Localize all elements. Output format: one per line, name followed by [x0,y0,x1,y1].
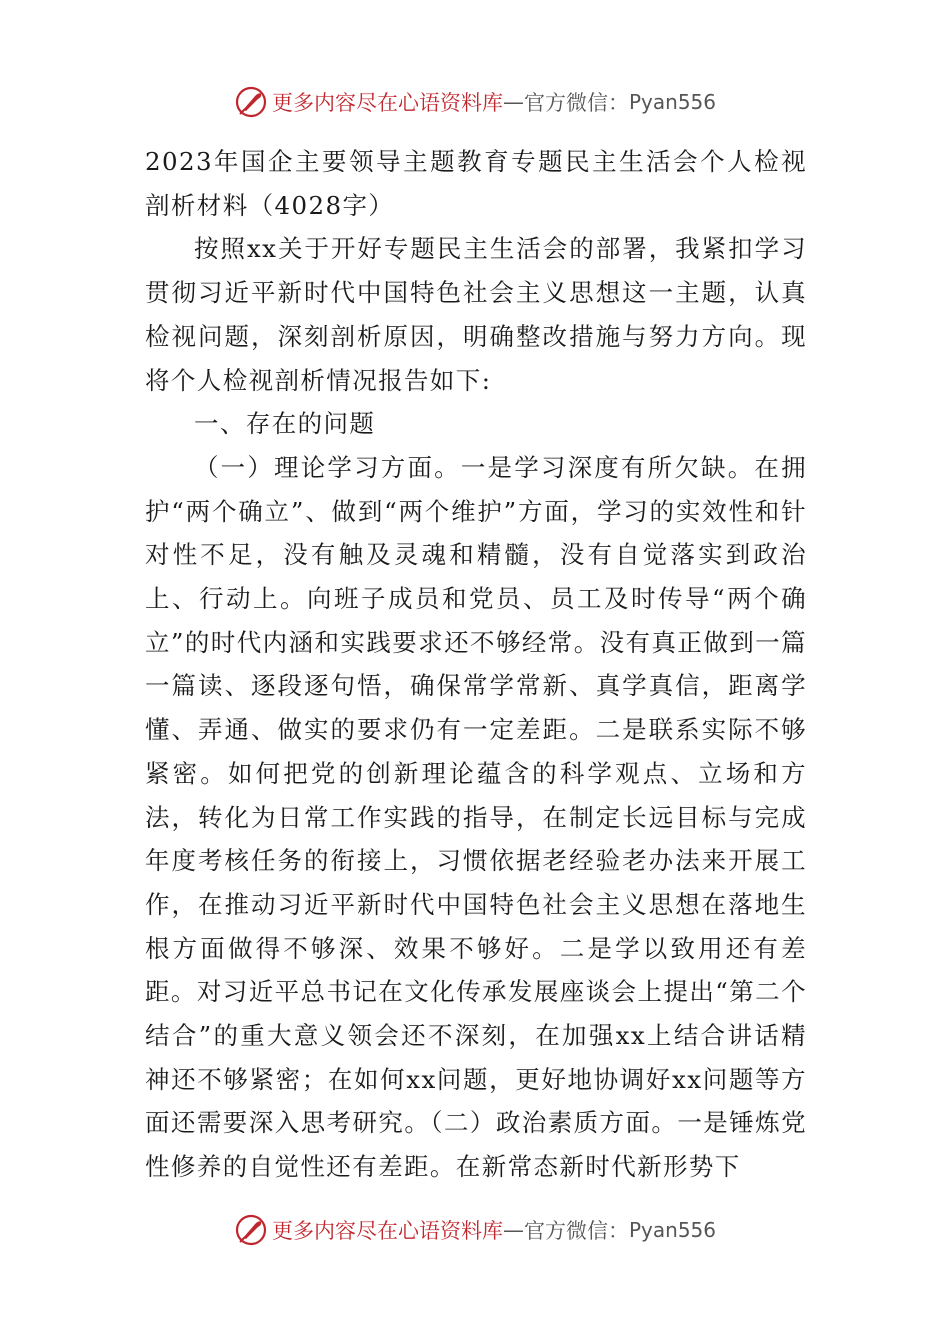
header-banner [0,80,950,124]
brand-text: 更多内容尽在心语资料库 [271,1219,503,1243]
wechat-label: 官方微信： [523,1219,629,1243]
quill-pen-logo-icon [234,85,268,119]
banner-separator: — [502,90,524,114]
brand-text: 更多内容尽在心语资料库 [271,91,503,115]
body-paragraph: （一）理论学习方面。一是学习深度有所欠缺。在拥护“两个确立”、做到“两个维护”方面，学习的实效性和针对性不足，没有触及灵魂和精髓，没有自觉落实到政治上、行动上。向班子成员和党员、员工及时传导“两个确立”的时代内涵和实践要求还不够经常。没有真正做到一篇一篇读、逐段逐句悟，确保常学常新、真学真信，距离学懂、弄通、做实的要求仍有一定差距。二是联系实际不够紧密。如何把党的创新理论蕴含的科学观点、立场和方法，转化为日常工作实践的指导，在制定长远目标与完成年度考核任务的衔接上，习惯依据老经验老办法来开展工作，在推动习近平新时代中国特色社会主义思想在落地生根方面做得不够深、效果不够好。二是学以致用还有差距。对习近平总书记在文化传承发展座谈会上提出“第二个结合”的重大意义领会还不深刻，在加强xx上结合讲话精神还不够紧密；在如何xx问题，更好地协调好xx问题等方面还需要深入思考研究。（二）政治素质方面。一是锤炼党性修养的自觉性还有差距。在新常态新时代新形势下 [145,452,807,1182]
document-title: 2023年国企主要领导主题教育专题民主生活会个人检视剖析材料（4028字） [145,147,807,220]
footer-banner [0,1208,950,1252]
wechat-id: Pyan556 [628,1218,716,1242]
intro-paragraph: 按照xx关于开好专题民主生活会的部署，我紧扣学习贯彻习近平新时代中国特色社会主义思想这一主题，认真检视问题，深刻剖析原因，明确整改措施与努力方向。现将个人检视剖析情况报告如下: [145,234,807,395]
wechat-id: Pyan556 [628,90,716,114]
wechat-label: 官方微信： [523,91,629,115]
banner-separator: — [502,1218,524,1242]
document-body [145,140,807,1189]
quill-pen-logo-icon [234,1213,268,1247]
section-heading: 一、存在的问题 [194,409,376,439]
